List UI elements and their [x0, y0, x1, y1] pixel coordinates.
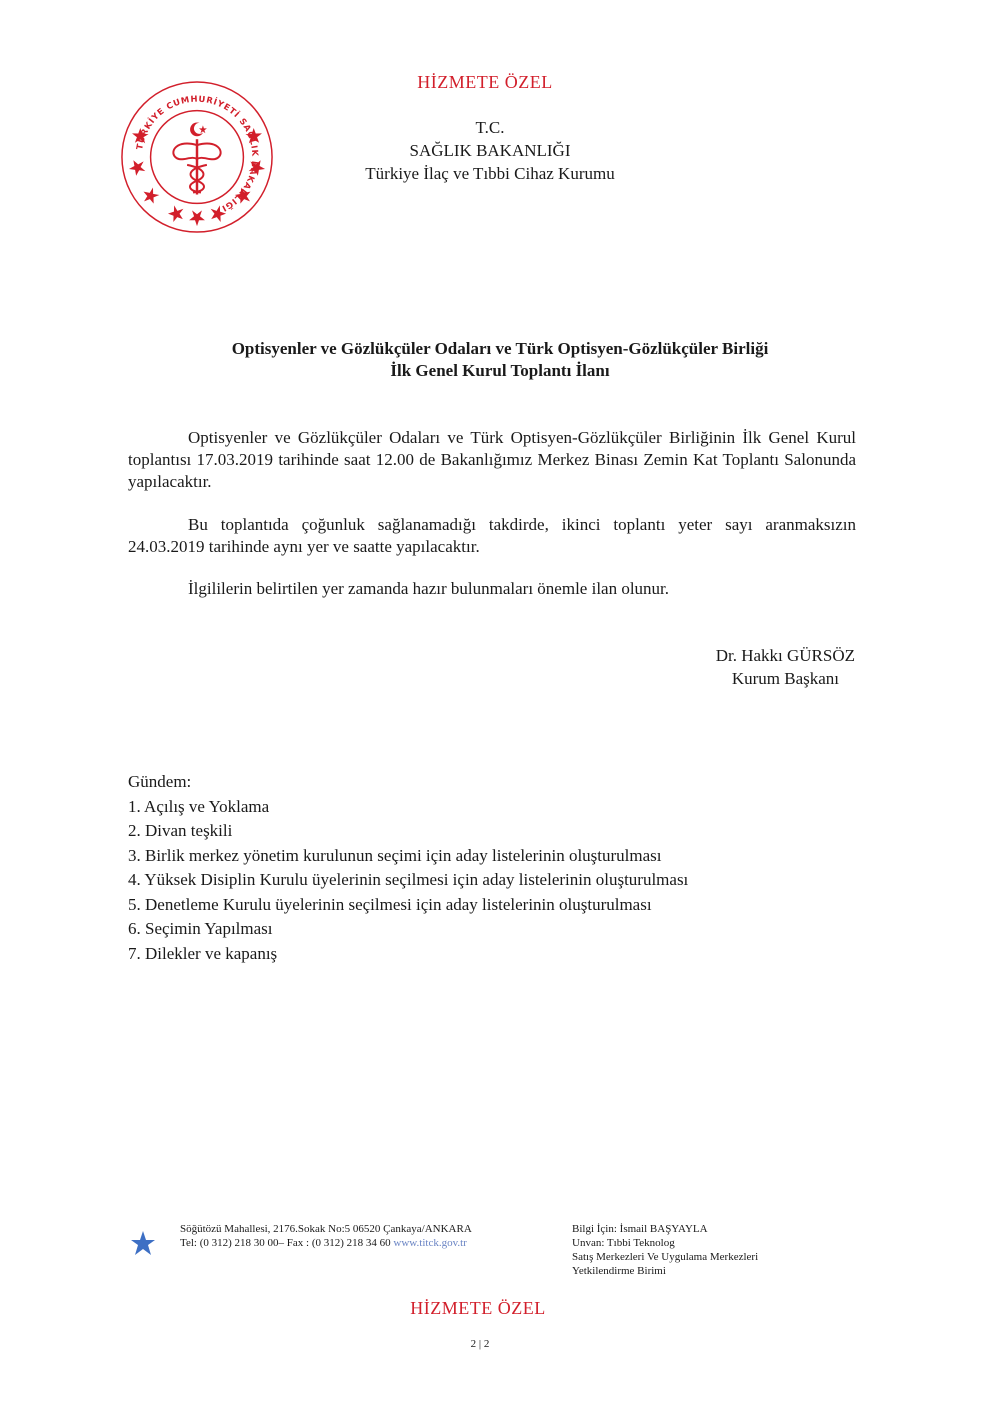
signatory-title: Kurum Başkanı — [731, 669, 839, 688]
signatory-name: Dr. Hakkı GÜRSÖZ — [715, 646, 855, 665]
header-line-agency: Türkiye İlaç ve Tıbbi Cihaz Kurumu — [365, 164, 615, 183]
footer-website-link[interactable]: www.titck.gov.tr — [393, 1237, 467, 1249]
body-paragraph-1: Optisyenler ve Gözlükçüler Odaları ve Türk Optisyen-Gözlükçüler Birliğinin İlk Genel Kurul toplantısı 17.03.2019 tarihinde saat 12.00 de Bakanlığımız Merkez Binası Zemin Kat Toplantı Salonunda yapılacaktır. — [128, 428, 856, 491]
title-line-1: Optisyenler ve Gözlükçüler Odaları ve Türk Optisyen-Gözlükçüler Birliği — [231, 339, 769, 358]
document-header — [300, 116, 680, 185]
ministry-logo-icon — [118, 78, 276, 236]
classification-top: HİZMETE ÖZEL — [417, 72, 553, 92]
announcement-title — [100, 338, 900, 382]
header-line-ministry: SAĞLIK BAKANLIĞI — [409, 141, 571, 160]
agenda-heading: Gündem: — [128, 772, 192, 791]
footer-contact-line — [180, 1236, 540, 1250]
body-paragraph-2: Bu toplantıda çoğunluk sağlanamadığı takdirde, ikinci toplantı yeter sayı aranmaksızın 24.03.2019 tarihinde aynı yer ve saatte yapılacaktır. — [128, 515, 856, 556]
agenda-item: 1. Açılış ve Yoklama — [128, 796, 270, 816]
body-paragraph-3: İlgililerin belirtilen yer zamanda hazır bulunmaları önemle ilan olunur. — [188, 579, 670, 598]
footer-info-block — [572, 1222, 832, 1278]
footer-info-contact: Bilgi İçin: İsmail BAŞYAYLA — [572, 1223, 708, 1235]
footer-address-block — [180, 1222, 540, 1250]
agenda-item: 4. Yüksek Disiplin Kurulu üyelerinin seçilmesi için aday listelerinin oluşturulması — [128, 870, 689, 889]
agenda-section — [128, 770, 868, 966]
footer-address: Söğütözü Mahallesi, 2176.Sokak No:5 06520 Çankaya/ANKARA — [180, 1223, 472, 1235]
header-line-tc: T.C. — [475, 118, 505, 137]
agenda-item: 6. Seçimin Yapılması — [128, 919, 273, 938]
agenda-item: 3. Birlik merkez yönetim kurulunun seçimi için aday listelerinin oluşturulması — [128, 845, 662, 865]
footer-phone-fax: Tel: (0 312) 218 30 00– Fax : (0 312) 218 34 60 — [180, 1237, 391, 1249]
footer-info-unit-1: Satış Merkezleri Ve Uygulama Merkezleri — [572, 1251, 759, 1263]
page-number: 2 | 2 — [470, 1338, 490, 1350]
agenda-item: 2. Divan teşkili — [128, 821, 233, 840]
agenda-item: 7. Dilekler ve kapanış — [128, 943, 278, 963]
footer-info-unit-2: Yetkilendirme Birimi — [572, 1265, 666, 1277]
classification-bottom: HİZMETE ÖZEL — [410, 1298, 546, 1318]
title-line-2: İlk Genel Kurul Toplantı İlanı — [390, 361, 610, 380]
footer-info-title: Unvan: Tıbbi Teknolog — [572, 1237, 675, 1249]
agenda-list — [128, 795, 868, 967]
logo-ring-text: TÜRKİYE CUMHURİYETİ SAĞLIK BAKANLIĞI — [134, 93, 261, 215]
agenda-item: 5. Denetleme Kurulu üyelerinin seçilmesi için aday listelerinin oluşturulması — [128, 894, 652, 914]
signature-block — [600, 644, 855, 690]
star-icon — [130, 1230, 156, 1256]
